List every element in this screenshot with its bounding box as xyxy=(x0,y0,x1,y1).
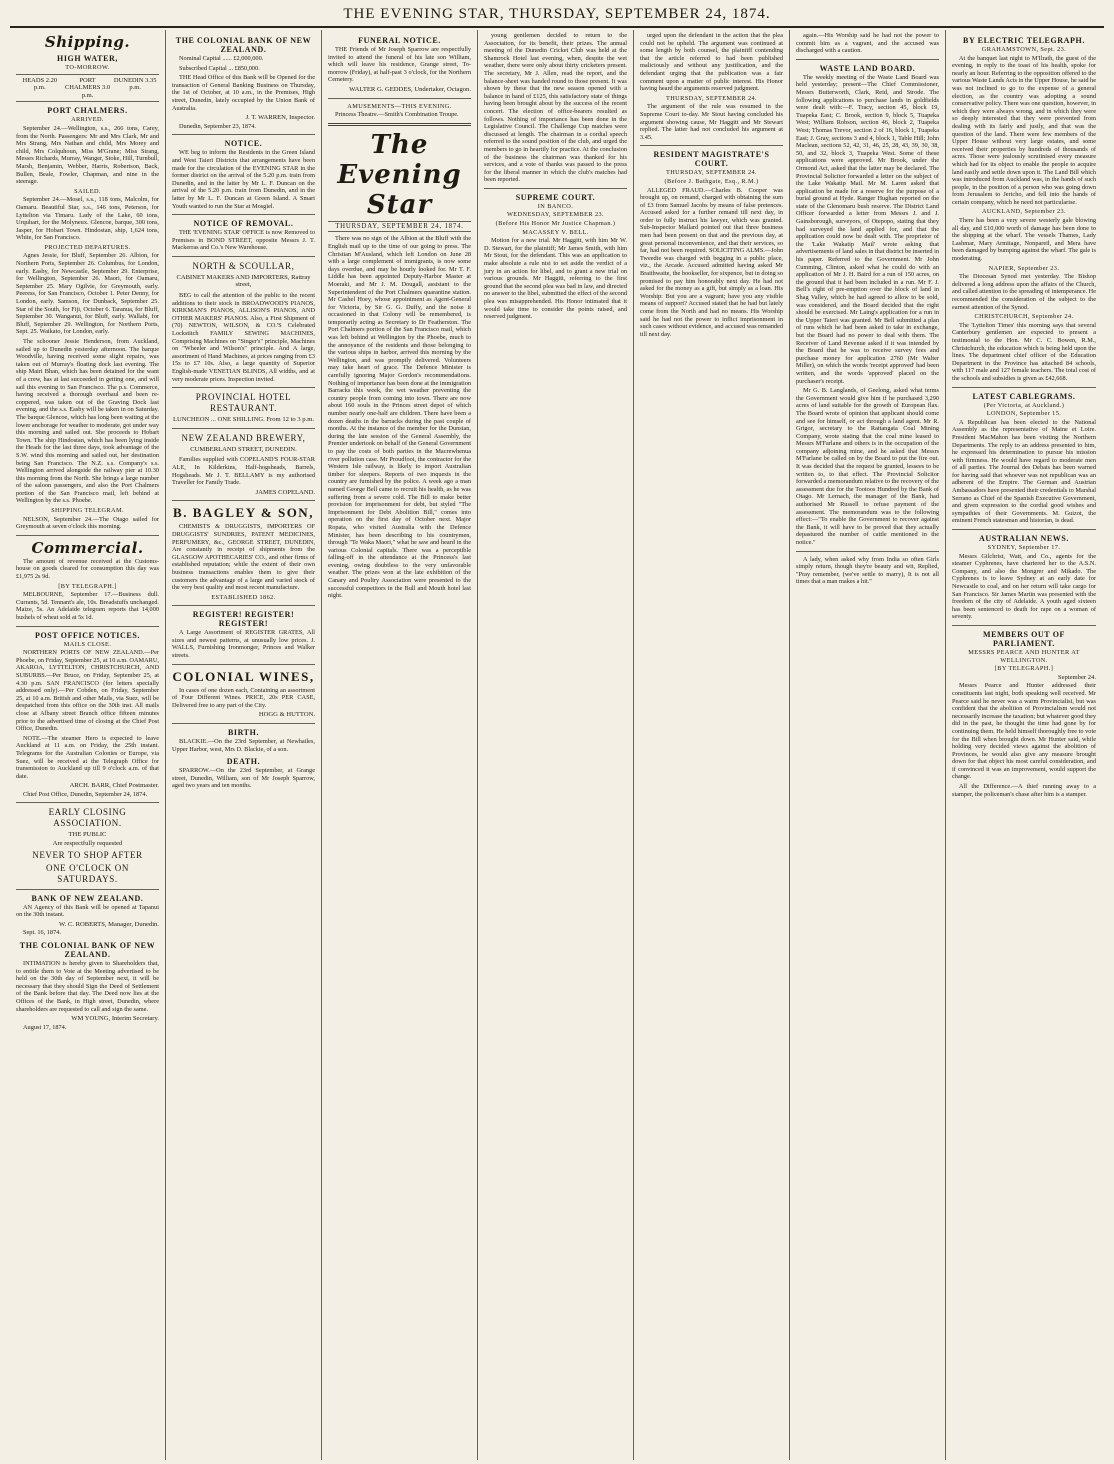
rm-text: ALLEGED FRAUD.—Charles B. Cooper was brought up, on remand, charged with obtaining the sum of £3 from Samuel Jacobs by means of false pretences. Accused asked for a further remand till next day, in order to fully instruct his lawyer, which was granted. Sub-Inspector Mallard pointed out that three business men had been present on that and the previous day, at great personal inconvenience, and that their services, so far, had not been required. SOLICITING ALMS.—John Tweedie was charged with begging in a public place, viz., the Arcade. Accused admitted having asked Mr Braithwaite, the bookseller, for sixpence, but in doing so promised to pay him honorably next day. He had not asked for the money as a gift, but simply as a loan. His Worship: But you are a vagrant; have you any visible means of support? Accused stated that he had but lately come from the North and had no means. His Worship said he had not the power to inflict imprisonment in such cases without evidence, and accused was remanded till next day. xyxy=(640,186,783,338)
divider xyxy=(328,123,471,126)
brewery-ad xyxy=(172,433,315,454)
early-closing-title: EARLY CLOSING ASSOCIATION. xyxy=(48,807,127,829)
london-text: A Republican has been elected to the National Assembly as the representative of Maine et Loire. President MacMahon has been visiting the Northern Departments. The reply to an address presented to him, he expressed his determination to pursue his mission with firmness. He would have regard to moderate men of all parties. The Journal des Debats has been warned for having said that whoever was not republican was an adherent of the Empire. The German and Austrian Ambassadors have presented their credentials to Marshal Serrano as Chief of the Spanish Executive Government, and given expression to the cordial good wishes and sympathies of their Governments. M. Guizot, the eminent French statesman and historian, is dead. xyxy=(952,418,1096,525)
column-7 xyxy=(946,30,1102,1460)
napier-dateline: NAPIER, September 23. xyxy=(988,264,1060,272)
editorial-text: There was no sign of the Albion at the Bluff with the English mail up to the time of our going to press. The Christian M'Ausland, which left London on June 28 with a large complement of immigrants, is now some days overdue, and may be hourly looked for. Mr T. F. Liddle has been appointed Deputy-Harbor Master at Moeraki, and Mr J. M. Dougall, assistant to the Superintendent of the Port Chalmers quarantine station. Mr Cashel Hoey, whose appointment as Agent-General for Victoria, by Sir G. G. Duffy, and the noise it occasioned in that Colony will be remembered, is temporarily acting as Secretary to Dr Featherston. The Port Chalmers portion of the San Francisco mail, which was left behind at Wellington by the Phoebe, much to the annoyance of the residents and those belonging to the various ships in harbor, arrived this morning by the Wellington, and was promptly delivered. Volunteers may take heart of grace. The Defence Minister is carefully ignoring Major Gordon's recommendations. Nothing of importance has been done at the immigration Barracks this week, the wet weather preventing the country people from coming into town. There are now about 160 souls in the Princes street depot of which number nearly one-half are children. There have been a dozen deaths in the barracks during the past couple of months. At the instance of the member for the Dunstan, during the late session of the General Assembly, the Premier undertook on behalf of the General Government to pay the costs of both parties in the Macrewhenua river pollution case. Mr Proudfoot, the contractor for the Western Isle railway, is likely to import Australian timber for sleepers. Reports of two inquests in the country are furnished by the police. A week ago a man named George Bell came to recruit his health, as he was suffering from a severe cold. The Bill to make better provision for imprisonment for debt, but styled "The Imprisonment for Debt Abolition Bill," comes into operation on the first day of October next. Major Ropata, who visited Australia with the Defence Minister, has been describing to his countrymen, through "Te Waka Maori," what he saw and heard in the various Colonial capitals. There was a perceptible falling-off in the attendance at the Princess's last evening, owing doubtless to the very unfavorable weather. The prizes won at the late exhibition of the Canary and Poultry Association were presented to the successful competitors in the Bull and Mouth hotel last night. xyxy=(328,235,471,600)
amusements-title: AMUSEMENTS—THIS EVENING. xyxy=(347,102,452,110)
brewery-text: Families supplied with COPELAND'S FOUR-STAR ALE, In Kilderkins, Half-hogsheads, Barrels, Hogsheads. Mr J. T. BELLAMY is my authorised Traveller for Family Trade. xyxy=(172,456,315,487)
members-by-telegraph: [BY TELEGRAPH.] xyxy=(994,665,1054,673)
melbourne-text: MELBOURNE, September 17.—Business dull. Currants, 5d. Tennant's ale, 10s. Breadstuffs unchanged. Maize, 5s. An Adelaide telegram reports that 14,000 bushels of wheat sold at 5s 1d. xyxy=(16,591,159,621)
funeral-title: FUNERAL NOTICE. xyxy=(358,36,441,45)
bank-nz-text: AN Agency of this Bank will be opened at Tapanui on the 30th instant. xyxy=(16,903,159,919)
christchurch-text: The 'Lyttelton Times' this morning says that several Canterbury gentlemen are expected to present a testimonial to the Hon. Mr C. C. Bowen, R.M., Christchurch, the education which is being held upon the lines. The department chief officer of the Education Department in the Province has attached 84 schools, with 117 male and 127 female teachers. The total cost of the schools and subsidies is given as £42,668. xyxy=(952,321,1096,382)
rm-date: THURSDAY, SEPTEMBER 24. xyxy=(665,169,758,177)
high-water-sub: TO-MORROW. xyxy=(65,64,110,71)
auckland-text: There has been a very severe westerly gale blowing all day, and £10,000 worth of damage has been done to the shipping at the wharf. The vessels Thames, Lady Lashmar, Mary Armitage, Nonpareil, and Mera have been damaged by bumping against the wharf. The gale is moderating. xyxy=(952,217,1096,263)
sailed-label: SAILED. xyxy=(74,187,101,195)
tide-port-chalmers: PORT CHALMERS 3.0 p.m. xyxy=(64,76,111,99)
thursday-date: THURSDAY, SEPTEMBER 24. xyxy=(665,94,758,102)
divider xyxy=(172,723,315,724)
divider xyxy=(796,59,939,60)
nominal-capital: Nominal Capital ...... £2,000,000. xyxy=(179,55,264,62)
grahamstown-text: At the banquet last night to M'Ilrath, the guest of the evening, in reply to the toast of his health, spoke for nearly an hour. Referring to the opposition offered to the various Waste Lands Acts in the Upper House, he said he was not inclined to go to the expense of a general election, as the country was adopting a sound conservative policy. There was one question, however, in which they were always wrong, and in which they were so deeply interested that they were prevented from dealing with its fairly and justly, and that was the question of the land. There were few members of the Upper House without very large estates, and some received their properties by hundreds of thousands of acres. Those were jealously scrutinised every measure which had for its object to enable the people to acquire land easily and settle down upon it. The Land Bill which was introduced from Auckland was, in the hands of such people, in the position of a person who was going down from Jerusalem to Jericho, and fell into the hands of certain company, which he need not particularise. xyxy=(952,54,1097,206)
tide-dunedin: DUNEDIN 3.35 p.m. xyxy=(113,76,157,92)
joke-text: A lady, when asked why from India so often Girls simply return, though they're beauty and wit, Replied, "Pray remember, (we've settle to marry), It is not all times that a man makes a hit." xyxy=(796,555,939,586)
grahamstown-dateline: GRAHAMSTOWN, Sept. 23. xyxy=(981,46,1067,53)
arrived-text: September 24.—Wellington, s.s., 266 tons, Carey, from the North. Passengers: Mr and Mrs Clark, Mr and Mrs Strang, Mrs Nathan and child, Mrs Morey and child, Mrs Colquhoun, Miss M'Grane; Miss Strang, Messrs Richards, Murray, Wanger, Stoke, Hill, Turnbull, Marsh, Benjamin, Webber, Harris, Robertson, Back, Bullen, Beale, Fowler, Chapman, and nine in the steerage. xyxy=(16,124,159,186)
sydney-dateline: SYDNEY, September 17. xyxy=(987,544,1061,552)
bank-nz-signature: W. C. ROBERTS, Manager, Dunedin. xyxy=(58,920,159,928)
scoullar-sub: CABINET MAKERS AND IMPORTERS, Rattray street, xyxy=(176,273,311,289)
commercial-text: The amount of revenue received at the Customs-house on goods cleared for consumption this day was £1,975 2s 9d. xyxy=(16,557,159,581)
divider xyxy=(172,256,315,257)
members-title: MEMBERS OUT OF PARLIAMENT. xyxy=(982,629,1066,648)
register-text: A Large Assortment of REGISTER GRATES, All sizes and newest patterns, at unusually low prices. J. WALLS, Furnishing Ironmonger, Princes and Walker streets. xyxy=(172,629,315,660)
case-name: MACASSEY V. BELL. xyxy=(522,228,589,236)
cbnz-signature: J. T. WARREN, Inspector. xyxy=(245,114,315,122)
divider xyxy=(796,551,939,552)
post-text: NORTHERN PORTS OF NEW ZEALAND.—Per Phoebe, on Friday, September 25, at 10 a.m. OAMARU, AKAROA, LYTTELTON, CHRISTCHURCH, AND SUBURBS.—Per Bruce, on Friday, September 25, at 4.30 p.m. SAN FRANCISCO (for letters specially addressed only).—Per Cobden, on Friday, September 25, at 10 a.m. British and other Mails, via Suez, will be despatched from this office on the 30th inst. All mails close at Albany street Branch office fifteen minutes prior to the advertised time of closing at the Chief Post Office, Dunedin. xyxy=(16,649,159,733)
masthead: THE EVENING STAR, THURSDAY, SEPTEMBER 24, 1874. xyxy=(10,6,1104,28)
column-6 xyxy=(790,30,946,1460)
cricket-text: young gentlemen decided to return to the Association, for its benefit, their prizes. The annual meeting of the Dunedin Cricket Club was held at the Shamrock Hotel last evening, when, despite the wet weather, there were only about thirty cricketers present. The secretary, Mr J. Allen, read the report, and the balance-sheet was handed round to those present. It was shown by these that the new season opened with a balance in hand of £125, this satisfactory state of things having been brought about by the success of the recent concert. The election of office-bearers resulted as follows. Nothing of importance has been done in the Legislative Council. The Challenge Cup matches were discussed at length. The chairman in a cordial speech referred to the sound position of the club, and urged the members to go in heartily for practice. At the conclusion of the business the chairman was thanked for his services, and a vote of thanks was passed to the press for the liberal manner in which the club's matches had been reported. xyxy=(484,32,627,184)
mails-close: MAILS CLOSE. xyxy=(63,640,112,648)
divider xyxy=(172,387,315,388)
divider xyxy=(16,802,159,803)
hotel-text: LUNCHEON ... ONE SHILLING. From 12 to 3 p.m. xyxy=(172,416,315,424)
divider xyxy=(328,98,471,99)
column-5 xyxy=(634,30,790,1460)
final-text: All the Difference.—A thief running away to a stamper, the policeman's chase after him is a stamper. xyxy=(952,783,1096,798)
early-line-3: NEVER TO SHOP AFTER xyxy=(32,849,143,860)
bank-nz-title: BANK OF NEW ZEALAND. xyxy=(31,893,144,903)
column-3 xyxy=(322,30,478,1460)
amusements-text: Princess Theatre.—Smith's Combination Troupe. xyxy=(335,111,459,119)
waste-land-title: WASTE LAND BOARD. xyxy=(819,63,916,73)
subscribed-capital: Subscribed Capital ... £850,000. xyxy=(179,64,260,72)
scoullar-title: NORTH & SCOULLAR, xyxy=(192,260,295,271)
divider xyxy=(484,188,627,189)
cablegrams-sub: (Per Victoria, at Auckland.) xyxy=(983,401,1065,409)
court-date: WEDNESDAY, SEPTEMBER 23. xyxy=(506,211,605,219)
auckland-dateline: AUCKLAND, September 23. xyxy=(981,208,1067,216)
members-text: Messrs Pearce and Hunter addressed their constituents last night, both speaking well received. Mr Pearce said he never was a warm Provincialist, but was confident that the abolition of Provincialism would not necessarily increase the taxation; but whatever good they did in the past, he thought the time had gone by for continuing them. He held himself thoroughly free to vote for the Bill when brought down. Mr Hunter said, while holding very decided views against the abolition of Provinces, he would also give any measure brought down for that object his most careful consideration, and if convinced it was an improvement, would support the change. xyxy=(952,682,1096,781)
telegraph-title: BY ELECTRIC TELEGRAPH. xyxy=(963,36,1085,45)
shipping-telegram-text: NELSON, September 24.—The Otago sailed for Greymouth at seven o'clock this morning. xyxy=(16,515,159,531)
notice-text: WE beg to inform the Residents in the Green Island and West Taieri Districts that arrangements have been made for the circulation of the EVENING STAR in the former district on the arrival of the 5.20 p.m. train from Dunedin, and in the latter by Mr L. F. Duncan on the arrival of the 5.20 p.m. train from Dunedin, and in the latter by Mr L. F. Duncan at Green Island. A Smart Youth wanted to run the Star at Mosgiel. xyxy=(172,149,315,210)
thursday-text: The argument of the rule was resumed in the Supreme Court to-day. Mr Stout having concluded his argument showing cause, Mr Haggitt and Mr Stewart replied. The latter had not concluded his argument at 3.45. xyxy=(640,103,783,141)
projected-text: Agnes Jessie, for Bluff, September 26. Albion, for Northern Ports, September 26. Columbus, for London, early. Easby, for Newcastle, September 29. Enterprise, for Wellington, September 26. Maori, for Oamaru, September 25. Mary Ogilvie, for Greymouth, early. Peeress, for San Francisco, October 1. Peter Denny, for London, early. Samson, for Dunback, September 25. Star of the South, for Fiji, October 6. Taranua, for Bluff, September 30. Wanganui, for Bluff, early. Wallabi, for Bluff, September 29. Wellington, for Northern Ports, Sept. 25. Waikato, for London, early. xyxy=(16,252,159,336)
arrived-label: ARRIVED. xyxy=(71,116,104,124)
shipping-title: Shipping. xyxy=(44,33,131,51)
scoullar-text: BEG to call the attention of the public to the recent additions to their stock in BROADWOOD'S PIANOS, KIRKMAN'S PIANOS, ALLISON'S PIANOS, AND OTHER MAKERS' PIANOS. Also, a First Shipment of (70) NEWTON, WILSON, & CO.'S Celebrated Lockstitch FAMILY SEWING MACHINES, Comprising Machines on "Singer's" principle, Machines on "Wheeler and Wilson's" principle. And A large, assortment of Hand Machines, at prices ranging from £3 15s to £7 10s. Also, a large quantity of Superior English-made VENETIAN BLINDS, All widths, and at very moderate prices. Inspection invited. xyxy=(172,292,315,383)
column-1 xyxy=(10,30,166,1460)
divider xyxy=(172,605,315,606)
bagley-text: CHEMISTS & DRUGGISTS, IMPORTERS OF DRUGGISTS' SUNDRIES, PATENT MEDICINES, PERFUMERY, &c., GEORGE STREET, DUNEDIN, Are constantly in receipt of shipments from the GLASGOW APOTHECARIES' CO., and other firms of established reputation; while the extent of their own business transactions enables them to give their customers the advantage of a large and varied stock of the very best quality and most recent manufacture. xyxy=(172,523,315,592)
colonial-bank-date: August 17, 1874. xyxy=(23,1023,67,1031)
bagley-title: B. BAGLEY & SON, xyxy=(173,505,314,521)
bank-nz-date: Sept. 16, 1874. xyxy=(23,929,61,937)
shipping-news: The schooner Jessie Henderson, from Auckland, sailed up to Dunedin yesterday afternoon. The barque Woodville, having received some slight repairs, was taken out of Murray's floating dock last evening. The ship Mairi Bhan, which has been detained for the want of a crew, has at last succeeded in getting one, and will sail this evening to San Francisco. The p.s. Commerce, having received a thorough overhaul and been re-coppered, was taken out of the Graving Dock last evening, and the s.s. Easby will be taken in on Saturday. The barque Glencoe, which has long been waiting at the lower anchorage for weather to moderate, got under way this morning and sailed out. She proceeds to Hobart Town. The ship Hindostan, which has been lying inside the Heads for the last three days, took advantage of the S.W. wind this morning and sailed out, her destination being San Francisco. The N.Z. s.s. Company's s.s. Wellington arrived alongside the railway pier at 10.30 this morning from the North. She brings a large number of the saloon passengers, and also the Port Chalmers portion of the San Francisco mail, left behind at Wellington by the s.s. Phoebe. xyxy=(16,338,159,505)
post-note: NOTE.—The steamer Hero is expected to leave Auckland at 11 a.m. on Friday, the 25th instant. Telegrams for the Australian Colonies or Europe, via Suez, will be received at the Telegraph Office for transmission to Auckland up till 9 o'clock a.m. of that date. xyxy=(16,734,159,780)
wines-ad xyxy=(172,669,315,684)
post-signature: ARCH. BARR, Chief Postmaster. xyxy=(69,782,159,790)
scoullar-ad xyxy=(172,261,315,289)
waste-land-text-2: Mr G. B. Langlands, of Geelong, asked what terms the Government would give him if he purchased 3,290 acres of land suitable for the growth of European flax. The Board wrote of opinion that applicant should come and see for himself, or act through a land agent. Mr R. Grigor, secretary to the Rattangata Coal Mining Company, wrote stating that the coal mine leased to Messrs M'Farlane and others is in the occupation of the company adjoining mine, and he asked that Messrs M'Farlane be called on by the Board to put the fire out. It was decided that the request be granted, lessees to be written to, to that effect. The Provincial Solicitor forwarded a memorandum relative to the recovery of the assessment due for the Tootoos Hundred by the Bank of Otago. Mr Lernach, the manager of the Bank, had authorised Mr Russell to refuse payment of the assessment. The memorandum was to the following effect:—"To enable the Government to recover against the Bank, it will have to be proved that they actually depastured the number of cattle mentioned in the notice." xyxy=(796,387,939,546)
members-date: September 24. xyxy=(1057,673,1096,681)
cbnz-date: Dunedin, September 23, 1874. xyxy=(179,122,256,130)
divider xyxy=(640,145,783,146)
cablegrams-title: LATEST CABLEGRAMS. xyxy=(972,391,1076,401)
cbnz-text: THE Head Office of this Bank will be Opened for the transaction of General Banking Business on Thursday, the 1st of October, at 10 a.m., in the Premises, High street, Dunedin, lately occupied by the Union Bank of Australia. xyxy=(172,74,315,112)
paper-title: The Evening Star xyxy=(337,129,462,220)
high-water-title: HIGH WATER, xyxy=(57,54,118,63)
funeral-text: THE Friends of Mr Joseph Sparrow are respectfully invited to attend the funeral of his late son William, which will leave his residence, Grange street, To-morrow (Friday), at half-past 3 o'clock, for the Northern Cemetery. xyxy=(328,46,471,84)
divider xyxy=(172,664,315,665)
brewery-title: NEW ZEALAND BREWERY, xyxy=(181,432,306,443)
in-banco: IN BANCO. xyxy=(537,202,574,210)
paper-dateline: THURSDAY, SEPTEMBER 24, 1874. xyxy=(328,221,471,233)
bagley-ad xyxy=(172,505,315,520)
wines-title: COLONIAL WINES, xyxy=(172,668,315,684)
removal-text: THE 'EVENING STAR' OFFICE is now Removed to Premises in BOND STREET, opposite Messrs J. T. Mackerras and Co.'s New Warehouse. xyxy=(172,229,315,252)
hotel-ad xyxy=(172,392,315,424)
court-continued-text: urged upon the defendant in the action that the plea could not be upheld. The argument was continued at some length by both counsel, the plaintiff contending that the article referred to had been published maliciously and without any justification, and the defendant urging that the publication was a fair comment upon a matter of public interest. His Honor having heard the arguments reserved judgment. xyxy=(640,32,783,93)
divider xyxy=(952,529,1096,530)
sydney-text: Messrs Gilchrist, Watt, and Co., agents for the steamer Cyphrenes, have chartered her to the A.S.N. Company, and also the Mongrer and Mikado. The Cyphrenes is to leave Sydney at an early date for Newcastle to coal, and on her return will take cargo for San Francisco. Sir James Martin was presented with the freedom of the city of Adelaide. A youth aged sixteen has been sentenced to death for rape on a woman of seventy. xyxy=(952,552,1096,621)
early-line-1: THE PUBLIC xyxy=(68,831,107,839)
port-title: PORT CHALMERS. xyxy=(47,106,128,116)
rm-continued-text: again.—His Worship said he had not the power to commit him as a vagrant, and the accused was discharged with a caution. xyxy=(796,32,939,55)
divider xyxy=(952,625,1096,626)
column-4 xyxy=(478,30,634,1460)
death-title: DEATH. xyxy=(226,757,261,767)
brewery-sub: CUMBERLAND STREET, DUNEDIN. xyxy=(190,445,297,453)
hotel-title: PROVINCIAL HOTEL RESTAURANT. xyxy=(195,392,292,414)
divider xyxy=(172,214,315,215)
early-line-4: ONE O'CLOCK ON SATURDAYS. xyxy=(45,862,130,884)
funeral-signature: WALTER G. GEDDES, Undertaker, Octagon. xyxy=(349,85,471,93)
court-before: (Before His Honor Mr Justice Chapman.) xyxy=(495,220,616,228)
colonial-bank-title: THE COLONIAL BANK OF NEW ZEALAND. xyxy=(19,941,156,960)
shipping-telegram-title: SHIPPING TELEGRAM. xyxy=(51,507,124,515)
early-line-2: Are respectfully requested xyxy=(52,840,123,848)
early-closing-ad xyxy=(16,807,159,884)
bagley-established: ESTABLISHED 1862. xyxy=(211,593,276,601)
post-signature-location: Chief Post Office, Dunedin, September 24, 1874. xyxy=(23,790,148,798)
birth-title: BIRTH. xyxy=(227,728,260,738)
christchurch-dateline: CHRISTCHURCH, September 24. xyxy=(974,313,1074,321)
supreme-court-title: SUPREME COURT. xyxy=(515,192,596,202)
tide-heads: HEADS 2.20 p.m. xyxy=(22,76,58,92)
divider xyxy=(16,889,159,890)
divider xyxy=(16,626,159,627)
divider xyxy=(172,500,315,501)
rm-before: (Before J. Bathgate, Esq., R.M.) xyxy=(664,177,759,185)
rm-court-title: RESIDENT MAGISTRATE'S COURT. xyxy=(653,150,770,169)
divider xyxy=(172,428,315,429)
birth-text: BLACKIE.—On the 23rd September, at Newhailes, Upper Harbor, west, Mrs D. Blackie, of a son. xyxy=(172,738,315,753)
members-sub: MESSRS PEARCE AND HUNTER AT WELLINGTON. xyxy=(968,648,1080,664)
by-telegraph: [BY TELEGRAPH.] xyxy=(58,582,117,590)
removal-title: NOTICE OF REMOVAL. xyxy=(193,219,294,229)
divider xyxy=(16,535,159,536)
tide-table xyxy=(16,74,159,103)
divider xyxy=(952,387,1096,388)
post-office-title: POST OFFICE NOTICES. xyxy=(35,630,140,640)
waste-land-text: The weekly meeting of the Waste Land Board was held yesterday; present—The Chief Commissioner, Messrs Butterworth, Clark, Reid, and Strode. The following applications to purchase lands in goldfields were dealt with:—F. Tracy, section 45, block 19, Tuapeka East; C. Brook, section 9, block 5, Tuapeka West; William Robson, section 46, block 2, Tuapeka West; Thomas Trevor, section 2 of 16, block 1, Tuapeka East; J. Gray, sections 3 and 4, block 1, Table Hill; John Maclean, sections 52, 42, 31, 46, 25, 28, 43, 39, 30, 38, 50, and 32, block 3, Tuapeka West. Some of these applications were approved. Mr Brook, under the Ormond Act, asked that the latter may be declared. The Provincial Solicitor forwarded a letter on the subject of the Lake Wakatip Mail. Mr M. Laren asked that application be made for a reserve for the purpose of a burial ground at Hyde. Ranger Hughan reported on the state of the Glenomaru bush reserve. The District Land Officer forwarded a letter from Messrs J. and J. Gainsborough, surveyors, of Otepopo, stating that they had surveyed the land applied for, and that the application could now be dealt with. The proprietor of the 'Lake Wakatip Mail' wrote asking that advertisements of land sales in that district be inserted in his paper. Referred to the Government. Mr John Cumming, Clinton, asked what he could do with an application of Mr J. H. Baird for a run of 150 acres, on the ground that it had been included in a run. Mr F. J. Bell's right of pre-emption over the block of land in Shag Valley, which he had agreed to allow to be sold, was considered, and the Board decided that the right should be exercised. Mr Laing's application for a run in the Upper Taieri was granted. Mr Bell submitted a plan of runs which he had been asked to take in exchange, but the Board had no power to deal with them. The Receiver of Land Revenue asked if it was intended by the Board that he was to receive survey fees and purchase money for application 2760 (Mr Walter Miller), on which the words 'receipt approved' had been written, and the words 'approved' placed on the purchaser's receipt. xyxy=(796,73,939,385)
australian-news-title: AUSTRALIAN NEWS. xyxy=(978,534,1070,544)
cbnz-title: THE COLONIAL BANK OF NEW ZEALAND. xyxy=(175,36,312,54)
brewery-signature: JAMES COPELAND. xyxy=(255,488,315,496)
colonial-bank-signature: WM YOUNG, Interim Secretary. xyxy=(71,1015,159,1023)
napier-text: The Diocesan Synod met yesterday. The Bishop delivered a long address upon the affairs of the Church, and called attention to the spreading of intemperance. He recommended the consideration of the subject to the earnest attention of the Synod. xyxy=(952,273,1096,311)
column-2 xyxy=(166,30,322,1460)
notice-title: NOTICE. xyxy=(224,139,263,149)
death-text: SPARROW.—On the 23rd September, at Grange street, Dunedin, William, son of Mr Joseph Sparrow, aged two years and ten months. xyxy=(172,767,315,790)
projected-title: PROJECTED DEPARTURES. xyxy=(44,243,131,251)
register-title: REGISTER! REGISTER! REGISTER! xyxy=(192,610,295,629)
colonial-bank-text: INTIMATION is hereby given to Shareholders that, to entitle them to Vote at the Meeting advertised to be held on the 30th day of September next, it will be necessary that they should Sign the Deed of Settlement of the Bank before that day. The Deed now lies at the Offices of the Bank, in High street, Dunedin, where shareholders are requested to call and sign the same. xyxy=(16,960,159,1013)
commercial-title: Commercial. xyxy=(31,538,144,557)
court-text: Motion for a new trial. Mr Haggitt, with him Mr W. D. Stewart, for the plaintiff; Mr James Smith, with him Mr Stout, for the defendant. This was an application to make absolute a rule nisi to set aside the verdict of a jury in an action for libel, and to grant a new trial on various grounds. Mr Haggitt, referring to the first ground that the second plea was bad in law, and directed no answer to the libel, submitted the effect of the second plea was misapprehended. His Honor intimated that it would take time to consider the points raised, and reserved judgment. xyxy=(484,237,627,321)
columns-grid xyxy=(10,30,1104,1460)
divider xyxy=(172,134,315,135)
wines-text: In cases of one dozen each, Containing an assortment of Four Different Wines. PRICE, 20s PER CASE, Delivered free to any part of the City. xyxy=(172,686,315,709)
wines-signature: HOGG & HUTTON. xyxy=(258,711,315,719)
london-dateline: LONDON, September 15. xyxy=(986,410,1062,418)
sailed-text: September 24.—Mosel, s.s., 118 tons, Malcolm, for Oamaru. Beautiful Star, s.s., 146 tons, Peterson, for Lyttelton via Timaru. Lady of the Lake, 60 tons, Urquhart, for the Molyneux. Glencoe, barque, 300 tons, Jasper, for Hobart Town. Hindostan, ship, 1,624 tons, White, for San Francisco. xyxy=(16,196,159,242)
